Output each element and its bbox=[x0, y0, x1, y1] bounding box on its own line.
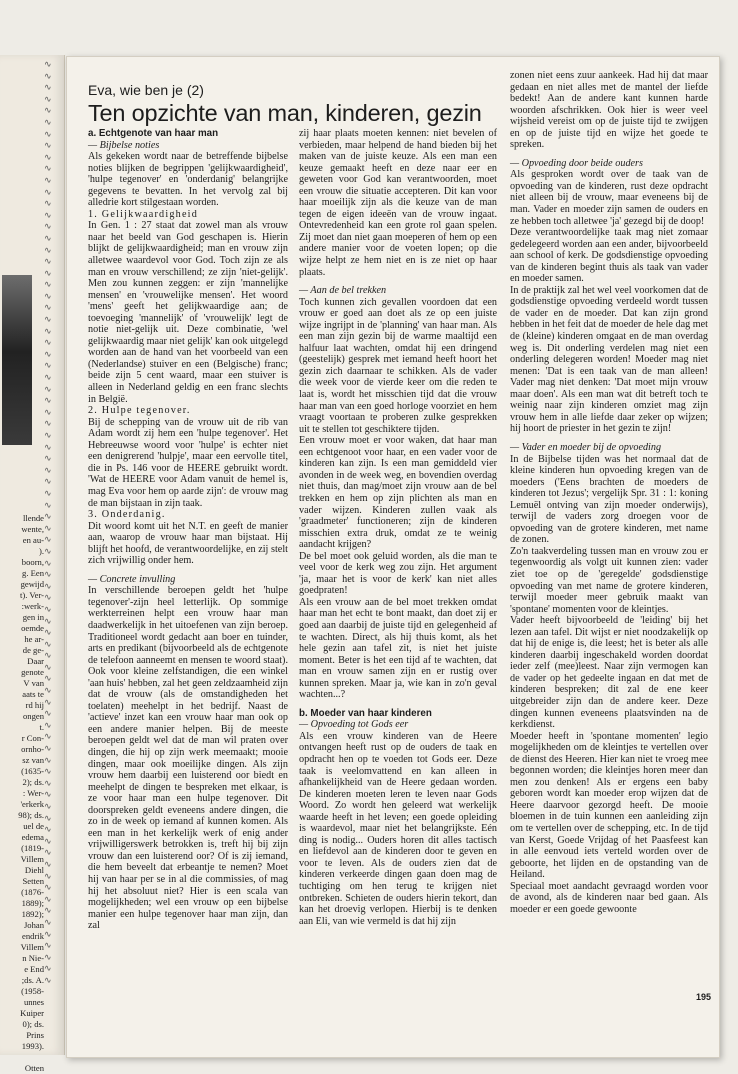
paragraph: In de Bijbelse tijden was het normaal dat de kleine kinderen hun opvoeding kregen van de moeders ('Eens brachten de moeders de kinderen tot Jezus'; vergelijk Spr. 31 : 1: koning Lemuël ontving van zijn moeder onderwijs), terwijl de vaders zorg droegen voor de opvoeding van de grotere kinderen, met name de zonen. bbox=[510, 453, 708, 546]
previous-page-line: Villem bbox=[20, 854, 44, 864]
paragraph: Als een vrouw kinderen van de Heere ontvangen heeft rust op de ouders de taak en opdracht hen op te voeden tot Gods eer. Deze taak is veelomvattend en kan alleen in afhankelijkheid van de Heere gedaan worden. De kinderen moeten leren te leven naar Gods Woord. Zo wordt hen geleerd wat werkelijk waarde heeft in het leven; een goede opleiding is waardevol, maar niet het belangrijkste. Eén ding is nodig... Ouders horen dit alles tactisch en liefdevol aan de kinderen door te geven en voor te leven. Als de ouders zien dat de kinderen verkeerde dingen gaan doen mag de tuchtiging om hen terug te krijgen niet ontbreken. Schieten de ouders hierin tekort, dan kan het droevig verlopen. Hierbij is te denken aan Eli, van wie vermeld is dat hij zijn bbox=[299, 730, 497, 927]
previous-page-line: endrik bbox=[22, 931, 44, 941]
paragraph: Bij de schepping van de vrouw uit de rib van Adam wordt zij hem een 'hulpe tegenover'. Het Hebreeuwse woord voor 'hulpe' is echter niet een denigrerend 'hulpje', maar een eervolle titel, die in Ps. 146 voor de HEERE gebruikt wordt. 'Wat de HEERE voor Adam vanuit de hemel is, mag Eva voor hem op aarde zijn': de vrouw mag de man bijstaan in zijn taak. bbox=[88, 416, 288, 509]
paragraph: De bel moet ook geluid worden, als die man te veel voor de kerk weg zou zijn. Het argument 'ja, maar het is voor de kerk' kan niet alles goedpraten! bbox=[299, 550, 497, 597]
previous-page-line: 1993). bbox=[21, 1041, 44, 1051]
paragraph: Zo'n taakverdeling tussen man en vrouw zou er tegenwoordig als volgt uit kunnen zien: vader ziet toe op de 'geregelde' godsdienstige opvoeding van met name de grotere kinderen, terwijl moeder meer gebruik maakt van 'spontane' momenten voor de kleintjes. bbox=[510, 545, 708, 615]
previous-page-line: boorn, bbox=[21, 557, 44, 567]
subheading-vader-en-moeder: — Vader en moeder bij de opvoeding bbox=[510, 441, 662, 453]
previous-page-line: : Wer- bbox=[22, 788, 44, 798]
previous-page-line: r Con- bbox=[21, 733, 44, 743]
previous-page-line: de ge- bbox=[22, 645, 44, 655]
previous-page-line: n Nie- bbox=[22, 953, 44, 963]
previous-page-line: ornho- bbox=[21, 744, 44, 754]
previous-page-line bbox=[0, 1052, 44, 1063]
wavy-border-decoration: ∿ ∿ ∿ ∿ ∿ ∿ ∿ ∿ ∿ ∿ ∿ ∿ ∿ ∿ ∿ ∿ ∿ ∿ ∿ ∿ ∿ ∿ ∿ ∿ ∿ ∿ ∿ ∿ ∿ ∿ ∿ ∿ ∿ ∿ ∿ ∿ ∿ ∿ ∿ ∿ ∿ ∿ ∿ ∿ ∿ ∿ ∿ ∿ ∿ ∿ ∿ ∿ ∿ ∿ ∿ ∿ ∿ ∿ ∿ ∿ ∿ ∿ ∿ ∿ ∿ ∿ ∿ ∿ ∿ ∿ ∿ ∿ ∿ ∿ ∿ ∿ ∿ ∿ ∿ ∿ bbox=[44, 60, 52, 986]
previous-page-line: ;ds. A. bbox=[21, 975, 44, 985]
previous-page-line: edema bbox=[21, 832, 44, 842]
previous-page-line: :werk- bbox=[21, 601, 44, 611]
previous-page-line: Otten bbox=[24, 1063, 44, 1073]
previous-page-line: unnes bbox=[23, 997, 44, 1007]
paragraph: Als een vrouw aan de bel moet trekken omdat haar man het echt te bont maakt, dan doet zij er goed aan daarbij de juiste tijd en gelegenheid af te wachten. Direct, als hij thuis komt, als het hele gezin aan tafel zit, is niet het juiste moment. Beter is het een tijd af te wachten, dat man en vrouw samen zijn en er rustig over kunnen spreken. Maar ja, wie kan in zo'n geval wachten...? bbox=[299, 596, 497, 701]
previous-page-line: sz van bbox=[22, 755, 44, 765]
subheading-aan-de-bel-trekken: — Aan de bel trekken bbox=[299, 285, 387, 297]
paragraph: Moeder heeft in 'spontane momenten' legio mogelijkheden om de kleintjes te vertellen over de dienst des Heeren. Hier kan niet te vroeg mee begonnen worden; die kleintjes horen meer dan men zou denken! Als er ergens een baby geboren wordt kan moeder erop wijzen dat de Heere daarvoor gezorgd heeft. De mooie bloemen in de tuin kunnen een aanleiding zijn om te vertellen over de schepping, etc. In de tijd van Kerst, Goede Vrijdag of het Paasfeest kan in alle eenvoud iets verteld worden over de geboorte, het lijden en de opstanding van de Heiland. bbox=[510, 730, 709, 881]
paragraph: Vader heeft bijvoorbeeld de 'leiding' bij het lezen aan tafel. Dit wijst er niet noodzakelijk op dat hij de enige is, die leest; het is beter als alle kinderen daarbij ingeschakeld worden doordat ieder zelf (mee)leest. Naar zijn vermogen kan de vader op het gedeelte ingaan en dat met de kinderen bespreken; dit zal de ene keer uitgebreider zijn dan de andere keer. Deze dingen kunnen eveneens plaatsvinden na de kerkdienst. bbox=[510, 615, 708, 731]
previous-page-line: (1876- bbox=[21, 887, 44, 897]
previous-page-line: (1635- bbox=[21, 766, 44, 776]
previous-page-line: gen in bbox=[22, 612, 44, 622]
previous-page-line: wente, bbox=[21, 524, 44, 534]
previous-page-line: V van bbox=[23, 678, 44, 688]
paragraph: zij haar plaats moeten kennen: niet bevelen of verbieden, maar helpend de hand bieden bij het maken van de juiste keuze. Als een man een keuze gemaakt heeft en deze naar eer en geweten voor God kan verantwoorden, moet een vrouw die situatie accepteren. Dit kan voor haar moeilijk zijn als die keuze van de man tegen de eigen ideeën van de vrouw ingaat. Ontevredenheid kan een grote rol gaan spelen. Zij moet dan niet gaan moeperen of hem op een andere manier voor de voeten lopen; op die wijze helpt ze hem niet en is ze niet op haar plaats. bbox=[299, 128, 497, 278]
article-kicker: Eva, wie ben je (2) bbox=[88, 82, 204, 98]
previous-page-line: 1889); bbox=[21, 898, 44, 908]
numbered-heading-1: 1. Gelijkwaardigheid bbox=[88, 208, 199, 220]
previous-page-line: Villem bbox=[20, 942, 44, 952]
previous-page-line: Johan bbox=[23, 920, 44, 930]
previous-page-line: ongen bbox=[22, 711, 44, 721]
previous-page-line: llende bbox=[23, 513, 44, 523]
previous-page-line: t. bbox=[39, 722, 44, 732]
column-3 bbox=[510, 70, 708, 915]
previous-page-line: Setten bbox=[22, 876, 44, 886]
subheading-opvoeding-door-beide-ouders: — Opvoeding door beide ouders bbox=[510, 157, 643, 169]
previous-page-line: (1819- bbox=[21, 843, 44, 853]
previous-page-line: aats te bbox=[22, 689, 44, 699]
previous-page-line: 1892); bbox=[21, 909, 44, 919]
article-title: Ten opzichte van man, kinderen, gezin bbox=[88, 100, 482, 126]
previous-page-line: he ar- bbox=[24, 634, 44, 644]
previous-page-line: g. Een bbox=[22, 568, 44, 578]
previous-page-line: Prins bbox=[26, 1030, 44, 1040]
paragraph: In Gen. 1 : 27 staat dat zowel man als vrouw naar het beeld van God geschapen is. Hierin blijkt de gelijkwaardigheid; man en vrouw zijn alletwee waardevol voor God. Toch zijn ze als man en vrouw verschillend; ze zijn 'niet-gelijk'. Men zou kunnen zeggen: er zijn 'mannelijke mensen' en 'vrouwelijke mensen'. Het woord 'mens' geeft het gelijkwaardige aan; de toevoeging 'mannelijk' of 'vrouwelijk' legt de notie niet-gelijk uit. Deze combinatie, 'wel gelijkwaardig maar niet gelijk' kan ook uitgelegd worden aan de hand van het voorbeeld van een (Nederlandse) stuiver en een (Belgische) franc; beide zijn 5 cent waard, maar een stuiver is alleen in Nederland geldig en een franc slechts in België. bbox=[88, 220, 288, 405]
paragraph: zonen niet eens zuur aankeek. Had hij dat maar gedaan en niet alles met de mantel der liefde bedekt! Aan de andere kant kunnen harde woorden afschrikken. Ook hier is weer veel wijsheid vereist om op de juiste tijd te zwijgen en op de juiste tijd en wijze het goede te spreken. bbox=[510, 70, 708, 151]
previous-page-text bbox=[0, 513, 44, 1074]
previous-page-line: en au- bbox=[22, 535, 44, 545]
paragraph: In de praktijk zal het wel veel voorkomen dat de godsdienstige opvoeding verdeeld wordt tussen de vader en de moeder. Dat kan zijn grond hebben in het feit dat de moeder de hele dag met de (kleine) kinderen omgaat en de man overdag weg is. Dit onderling verdelen mag niet een onderling delegeren worden! Moeder mag niet menen: 'Dat is een taak van de man alleen! Vader mag niet denken: 'Dat moet mijn vrouw maar doen'. Als een man wat dit betreft toch te weinig naar zijn kinderen omziet mag zijn vrouw hem in alle liefde daar zeker op wijzen; hij hoort de priester in het gezin te zijn! bbox=[510, 284, 709, 435]
page-number: 195 bbox=[696, 992, 712, 1002]
section-heading-a: a. Echtgenote van haar man bbox=[88, 128, 219, 139]
previous-page-line: 2); ds. bbox=[22, 777, 44, 787]
numbered-heading-3: 3. Onderdanig. bbox=[88, 509, 166, 521]
previous-page-line: gewijd bbox=[20, 579, 44, 589]
subheading-concrete-invulling: — Concrete invulling bbox=[88, 573, 176, 585]
paragraph: Als gekeken wordt naar de betreffende bijbelse noties blijken de begrippen 'gelijkwaardigheid', 'hulpe tegenover' en 'onderdanig' belangrijke gegevens te bevatten. In het vervolg zal bij alledrie kort stilgestaan worden. bbox=[88, 151, 288, 209]
previous-page-line: 'erkerk bbox=[20, 799, 44, 809]
previous-page-line: 0); ds. bbox=[22, 1019, 44, 1029]
paragraph: Een vrouw moet er voor waken, dat haar man een echtgenoot voor haar, en een vader voor de kinderen kan zijn. Is een man gemiddeld vier avonden in de week weg, en bovendien overdag niet thuis, dan mag/moet zijn vrouw aan de bel trekken en hem op zijn plichten als man en vader wijzen. Kinderen zullen vaak als 'graadmeter' functioneren; zijn de kinderen misschien extra druk, omdat ze te weinig aandacht krijgen? bbox=[299, 435, 497, 551]
subheading-bijbelse-noties: — Bijbelse noties bbox=[88, 139, 160, 151]
previous-page-line: e End bbox=[24, 964, 44, 974]
previous-page-line: uel de bbox=[23, 821, 44, 831]
paragraph: Dit woord komt uit het N.T. en geeft de manier aan, waarop de vrouw haar man bijstaat. Hij blijft het hoofd, de verantwoordelijke, en zij stelt zich vrijwillig onder hem. bbox=[88, 520, 288, 567]
paragraph: In verschillende beroepen geldt het 'hulpe tegenover'-zijn heel letterlijk. Op sommige werkterreinen helpt een vrouw haar man daadwerkelijk in het uitoefenen van zijn beroep. Traditioneel wordt gedacht aan boer en tuinder, arts en predikant (bijvoorbeeld als de echtgenote de telefoon aanneemt en mensen te woord staat). Ook voor kleine zelfstandigen, die een winkel 'aan huis' hebben, zal het geen zeldzaamheid zijn dat de vrouw (als de omstandigheden het toelaten) meehelpt in het bedrijf. Naast de 'actieve' inzet kan een vrouw haar man ook op een andere manier helpen. Bij de meeste beroepen geldt wel dat de man wil praten over dingen, die hij op zijn werk meemaakt; mooie dingen, maar ook moeilijke dingen. Als zijn vrouw hem daarbij een luisterend oor biedt en meehelpt de dingen te bespreken met elkaar, is ze voor haar man een hulpe tegenover. Dit doorspreken geldt eveneens andere dingen, die zo in de week op iemand af kunnen komen. Als een man in het kerkelijk werk of enig ander vrijwilligerswerk betrokken is, treft hij bij zijn vrouw dan een luisterend oor? Of is zij iemand, die hem beveelt dat erbeantje te nemen? Moet hij van haar per se in al die commissies, of mag hij het absoluut niet? Hier is een scala van mogelijkheden; wel een vrouw op een bijbelse manier een hulpe tegenover haar man zijn, dan zal bbox=[88, 585, 288, 932]
previous-page-line: rd hij bbox=[25, 700, 44, 710]
numbered-heading-2: 2. Hulpe tegenover. bbox=[88, 405, 191, 417]
previous-page-line: genote bbox=[21, 667, 44, 677]
previous-page-line: (1958- bbox=[21, 986, 44, 996]
paragraph: Als gesproken wordt over de taak van de opvoeding van de kinderen, rust deze opdracht niet alleen bij de vrouw, maar eveneens bij de man. Vader en moeder zijn samen de ouders en ze hebben toch alletwee 'ja' gezegd bij de doop! bbox=[510, 169, 708, 227]
previous-page-line: Diehl bbox=[24, 865, 44, 875]
paragraph: Toch kunnen zich gevallen voordoen dat een vrouw er goed aan doet als ze op een juiste wijze ingrijpt in de 'planning' van haar man. Als een man zijn gezin bij de warme maaltijd een halfuur laat wachten, omdat hij een dringend (geestelijk) gesprek met iemand heeft hoort het gezin zich daarnaar te schikken. Als de vader die week voor de vierde keer om die reden te laat is, wordt het misschien tijd dat die vrouw haar man van een goed horloge voorziet en hem vraagt voortaan te proberen zulke gesprekken uit te stellen tot geschiktere tijden. bbox=[299, 296, 497, 435]
previous-page-line: ). bbox=[38, 546, 44, 556]
previous-page-line: oemde bbox=[21, 623, 44, 633]
subheading-opvoeding-tot-gods-eer: — Opvoeding tot Gods eer bbox=[299, 719, 409, 731]
column-2 bbox=[299, 128, 497, 927]
previous-page-line: Daar bbox=[27, 656, 44, 666]
section-heading-b: b. Moeder van haar kinderen bbox=[299, 707, 432, 719]
previous-page-line: Kuiper bbox=[20, 1008, 44, 1018]
paragraph: Speciaal moet aandacht gevraagd worden voor de avond, als de kinderen naar bed gaan. Als moeder er een goede gewoonte bbox=[510, 880, 708, 915]
column-1 bbox=[88, 128, 288, 932]
previous-page-line: t). Ver- bbox=[19, 590, 44, 600]
previous-page-line: 98); ds. bbox=[18, 810, 44, 820]
previous-page-photo bbox=[2, 275, 32, 445]
paragraph: Deze verantwoordelijke taak mag niet zomaar gedelegeerd worden aan een ander, bijvoorbeeld aan school of kerk. De godsdienstige opvoeding van de kinderen begint thuis als taak van vader en moeder samen. bbox=[510, 227, 708, 285]
